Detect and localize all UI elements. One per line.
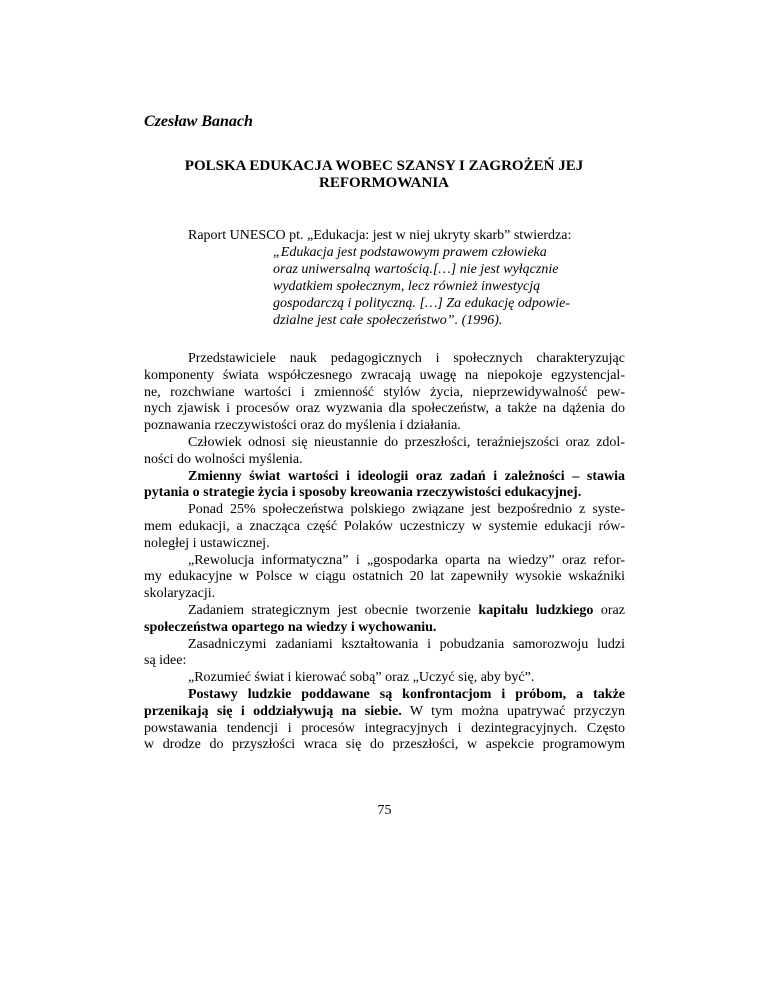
epigraph-quote-line: wydatkiem społecznym, lecz również inwestycją bbox=[273, 279, 541, 295]
body-span: oraz bbox=[593, 602, 625, 618]
body-line: mem edukacji, a znacząca część Polaków uczestniczy w systemie edukacji rów- bbox=[144, 518, 625, 534]
epigraph-quote-line: gospodarczą i polityczną. […] Za edukację odpowie- bbox=[273, 296, 570, 312]
bold-text: pytania o strategie życia i sposoby kreowania rzeczywistości edukacyjnej. bbox=[144, 485, 582, 501]
bold-text: Zmienny świat wartości i ideologii oraz zadań i zależności – stawia bbox=[188, 468, 625, 484]
title-line: POLSKA EDUKACJA WOBEC SZANSY I ZAGROŻEŃ JEJ bbox=[184, 158, 584, 174]
body-text bbox=[144, 351, 625, 754]
body-line: w drodze do przyszłości wraca się do przeszłości, w aspekcie programowym bbox=[144, 737, 625, 753]
author-name: Czesław Banach bbox=[144, 113, 253, 130]
bold-text: społeczeństwa opartego na wiedzy i wychowaniu. bbox=[144, 619, 437, 635]
epigraph-quote-line: oraz uniwersalną wartością.[…] nie jest wyłącznie bbox=[273, 262, 559, 278]
body-span: W tym można upatrywać przyczyn bbox=[401, 703, 625, 719]
article-title bbox=[144, 158, 624, 192]
body-line: „Rewolucja informatyczna” i „gospodarka oparta na wiedzy” oraz refor- bbox=[188, 552, 625, 568]
epigraph-quote-line: „Edukacja jest podstawowym prawem człowieka bbox=[273, 245, 547, 260]
title-line: REFORMOWANIA bbox=[319, 175, 449, 191]
body-line: komponenty świata współczesnego zwracają uwagę na niepokoje egzystencjal- bbox=[144, 367, 625, 383]
epigraph-quote bbox=[273, 244, 570, 329]
body-line: „Rozumieć świat i kierować sobą” oraz „Uczyć się, aby być”. bbox=[188, 670, 535, 686]
epigraph-intro: Raport UNESCO pt. „Edukacja: jest w niej ukryty skarb” stwierdza: bbox=[188, 228, 572, 243]
bold-text: Postawy ludzkie poddawane są konfrontacjom i próbom, a także bbox=[188, 686, 625, 702]
body-line: Ponad 25% społeczeństwa polskiego związane jest bezpośrednio z syste- bbox=[188, 502, 625, 518]
body-line: my edukacyjne w Polsce w ciągu ostatnich 20 lat zapewniły wysokie wskaźniki bbox=[144, 569, 625, 585]
body-line: ne, rozchwiane wartości i zmienność stylów życia, nieprzewidywalność pew- bbox=[144, 384, 625, 400]
bold-text: kapitału ludzkiego bbox=[478, 602, 594, 618]
body-line bbox=[144, 620, 625, 637]
bold-text: przenikają się i oddziaływują na siebie. bbox=[144, 703, 402, 719]
body-line: poznawania rzeczywistości oraz do myślenia i działania. bbox=[144, 418, 461, 434]
body-line bbox=[144, 469, 625, 486]
page-number: 75 bbox=[377, 803, 392, 818]
body-line bbox=[144, 687, 625, 704]
body-line: Zasadniczymi zadaniami kształtowania i pobudzania samorozwoju ludzi bbox=[188, 636, 625, 652]
body-line bbox=[144, 704, 625, 721]
body-line bbox=[144, 603, 625, 620]
body-span: Zadaniem strategicznym jest obecnie tworzenie bbox=[188, 602, 479, 618]
epigraph-quote-line: dzialne jest całe społeczeństwo”. (1996). bbox=[273, 313, 503, 329]
body-line: nych zjawisk i procesów oraz wyzwania dla społeczeństw, a także na dążenia do bbox=[144, 401, 625, 417]
body-line: skolaryzacji. bbox=[144, 586, 216, 602]
body-line: ności do wolności myślenia. bbox=[144, 451, 303, 467]
body-line: powstawania tendencji i procesów integracyjnych i dezintegracyjnych. Często bbox=[144, 720, 625, 736]
body-line: noległej i ustawicznej. bbox=[144, 535, 270, 551]
body-line bbox=[144, 485, 625, 502]
body-line: Człowiek odnosi się nieustannie do przeszłości, teraźniejszości oraz zdol- bbox=[188, 434, 625, 450]
body-line: są idee: bbox=[144, 653, 187, 669]
body-line: Przedstawiciele nauk pedagogicznych i społecznych charakteryzując bbox=[188, 351, 625, 366]
